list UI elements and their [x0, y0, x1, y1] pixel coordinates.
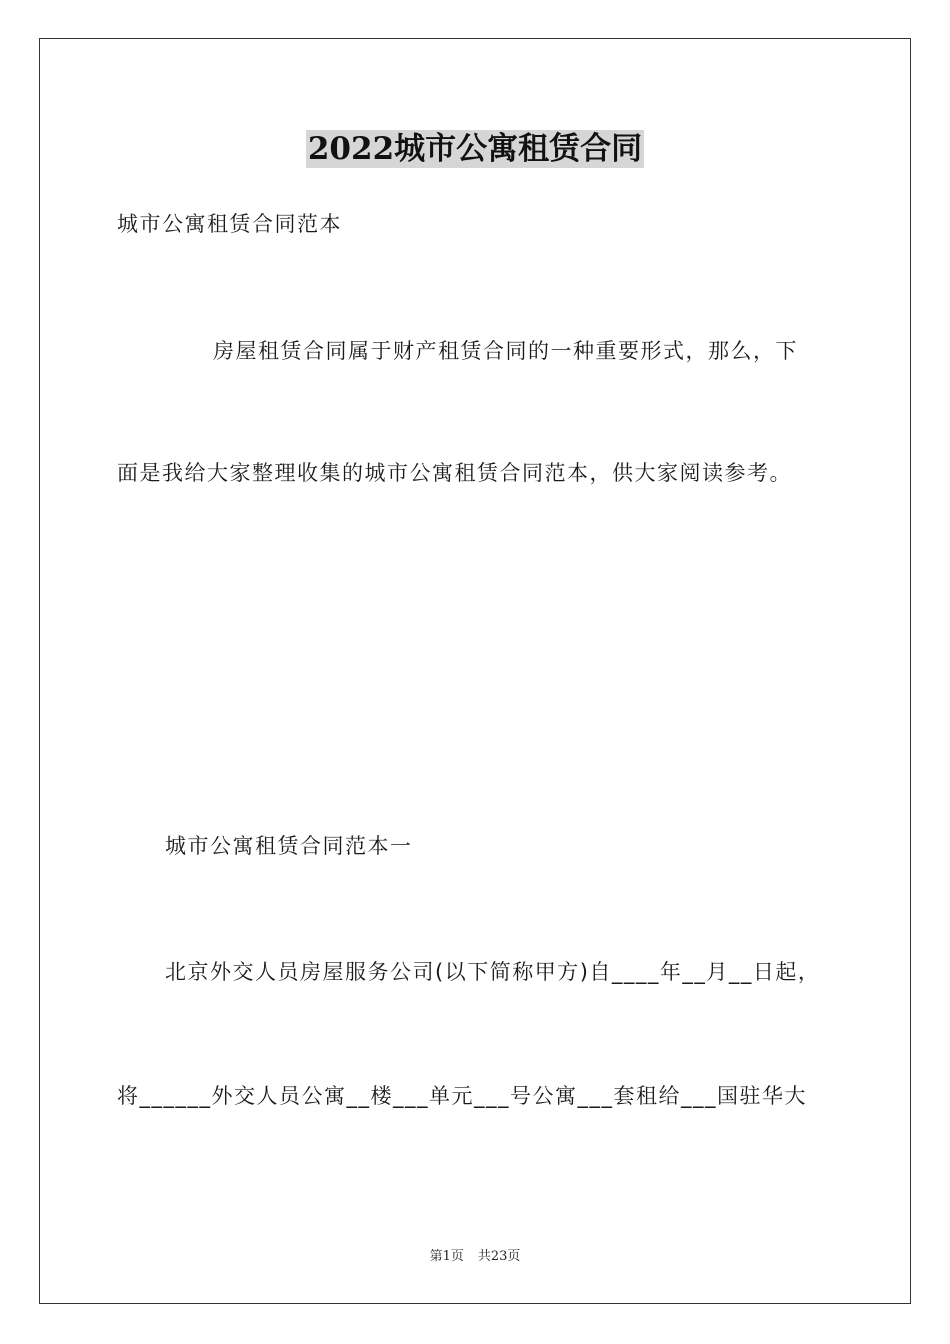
page-number-current: 第1页 [429, 1249, 464, 1264]
document-subtitle: 城市公寓租赁合同范本 [117, 212, 342, 236]
page-number-total: 共23页 [477, 1249, 521, 1264]
intro-paragraph-line-1: 房屋租赁合同属于财产租赁合同的一种重要形式，那么，下 [213, 339, 798, 363]
contract-body-line-2: 将______外交人员公寓__楼___单元___号公寓___套租给___国驻华大 [117, 1084, 807, 1108]
document-title: 2022城市公寓租赁合同 [307, 131, 643, 167]
page-footer [0, 1248, 950, 1266]
intro-paragraph-line-2: 面是我给大家整理收集的城市公寓租赁合同范本，供大家阅读参考。 [117, 461, 792, 485]
section-heading: 城市公寓租赁合同范本一 [165, 834, 413, 858]
contract-body-line-1: 北京外交人员房屋服务公司(以下简称甲方)自____年__月__日起， [165, 960, 821, 984]
title-container [0, 130, 950, 168]
